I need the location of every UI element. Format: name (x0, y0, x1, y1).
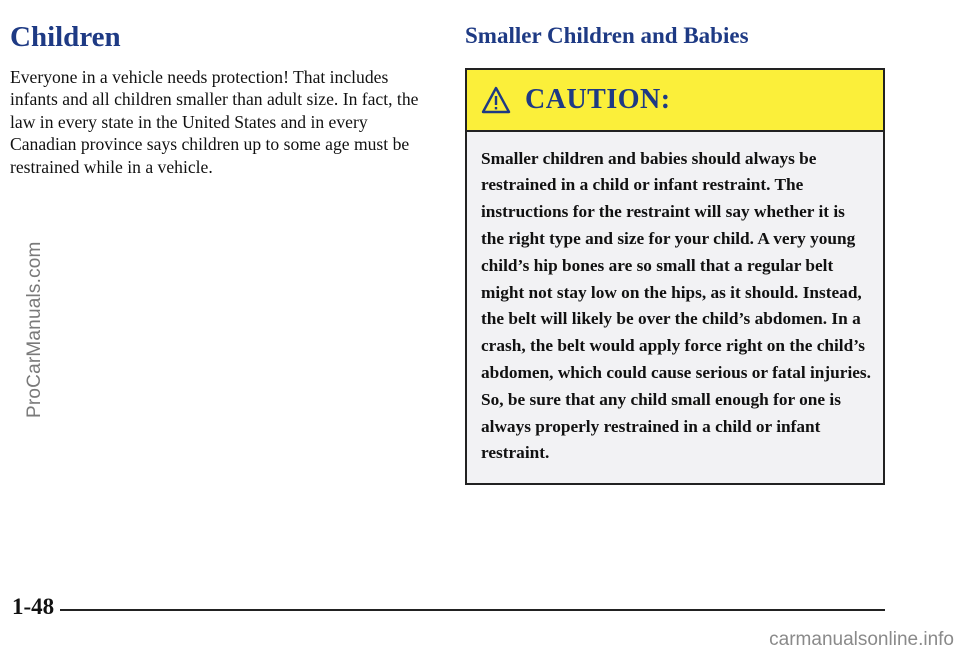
caution-header (467, 70, 883, 132)
footer-rule (60, 609, 885, 611)
left-column (10, 22, 420, 178)
section-heading-smaller-children: Smaller Children and Babies (465, 23, 749, 48)
right-column (465, 22, 885, 485)
children-intro-paragraph: Everyone in a vehicle needs protection! That includes infants and all children smaller than adult size. In fact, the law in every state in the United States and in every Canadian province says children up to some age must be restrained while in a vehicle. (10, 66, 419, 177)
bottom-watermark: carmanualsonline.info (769, 629, 954, 650)
caution-body (467, 132, 883, 484)
page-number: 1-48 (12, 594, 55, 619)
caution-box (465, 68, 885, 486)
caution-text: Smaller children and babies should always be restrained in a child or infant restraint. The instructions for the restraint will say whether it is the right type and size for your child. A very young child’s hip bones are so small that a regular belt might not stay low on the hips, as it should. Instead, the belt will likely be over the child’s abdomen. In a crash, the belt would apply force right on the child’s abdomen, which could cause serious or fatal injuries. So, be sure that any child small enough for one is always properly restrained in a child or infant restraint. (481, 148, 871, 463)
side-watermark (24, 241, 45, 618)
caution-label: CAUTION: (525, 83, 671, 115)
section-heading-children: Children (10, 21, 121, 53)
side-watermark-text: ProCarManuals.com (24, 241, 45, 418)
warning-triangle-icon (481, 86, 511, 114)
